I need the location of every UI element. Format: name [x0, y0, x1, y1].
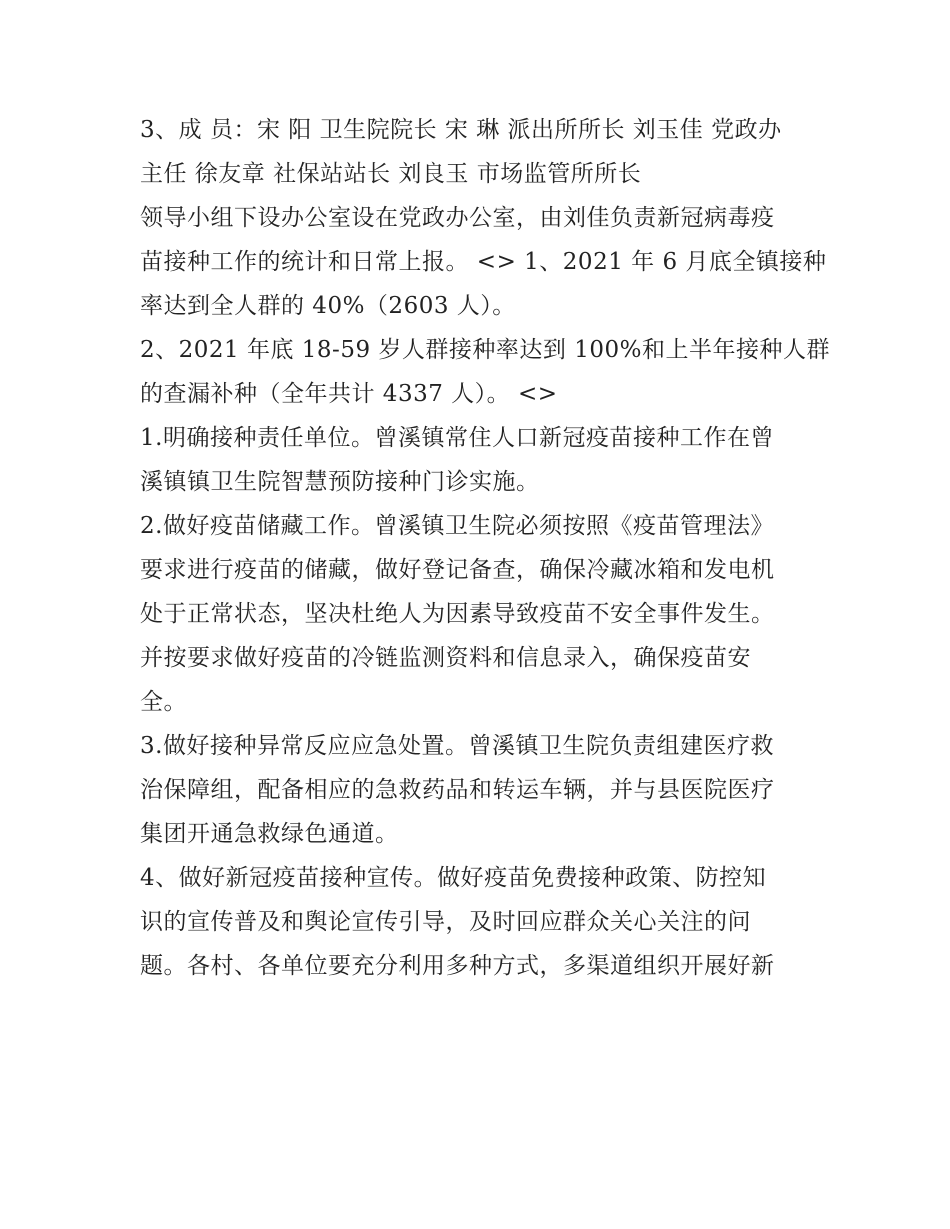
text-line: 领导小组下设办公室设在党政办公室，由刘佳负责新冠病毒疫: [140, 205, 775, 231]
text-line: 全。: [140, 689, 187, 715]
text-line: 率达到全人群的 40%（2603 人）。: [140, 293, 516, 319]
text-line: 苗接种工作的统计和日常上报。 <> 1、2021 年 6 月底全镇接种: [140, 249, 827, 275]
text-line: 题。各村、各单位要充分利用多种方式，多渠道组织开展好新: [140, 953, 775, 979]
text-line: 3.做好接种异常反应应急处置。曾溪镇卫生院负责组建医疗救: [140, 733, 774, 759]
text-line: 处于正常状态，坚决杜绝人为因素导致疫苗不安全事件发生。: [140, 601, 775, 627]
text-line: 溪镇镇卫生院智慧预防接种门诊实施。: [140, 469, 540, 495]
text-line: 并按要求做好疫苗的冷链监测资料和信息录入，确保疫苗安: [140, 645, 751, 671]
text-line: 1.明确接种责任单位。曾溪镇常住人口新冠疫苗接种工作在曾: [140, 425, 774, 451]
text-line: 2、2021 年底 18-59 岁人群接种率达到 100%和上半年接种人群: [140, 337, 830, 363]
document-body: [140, 108, 830, 988]
text-line: 主任 徐友章 社保站站长 刘良玉 市场监管所所长: [140, 161, 642, 187]
text-line: 的查漏补种（全年共计 4337 人）。 <>: [140, 381, 558, 407]
text-line: 3、成 员：宋 阳 卫生院院长 宋 琳 派出所所长 刘玉佳 党政办: [140, 117, 782, 143]
text-line: 识的宣传普及和舆论宣传引导，及时回应群众关心关注的问: [140, 909, 751, 935]
text-line: 要求进行疫苗的储藏，做好登记备查，确保冷藏冰箱和发电机: [140, 557, 775, 583]
text-line: 集团开通急救绿色通道。: [140, 821, 399, 847]
text-line: 4、做好新冠疫苗接种宣传。做好疫苗免费接种政策、防控知: [140, 865, 767, 891]
text-line: 治保障组，配备相应的急救药品和转运车辆，并与县医院医疗: [140, 777, 775, 803]
text-line: 2.做好疫苗储藏工作。曾溪镇卫生院必须按照《疫苗管理法》: [140, 513, 774, 539]
